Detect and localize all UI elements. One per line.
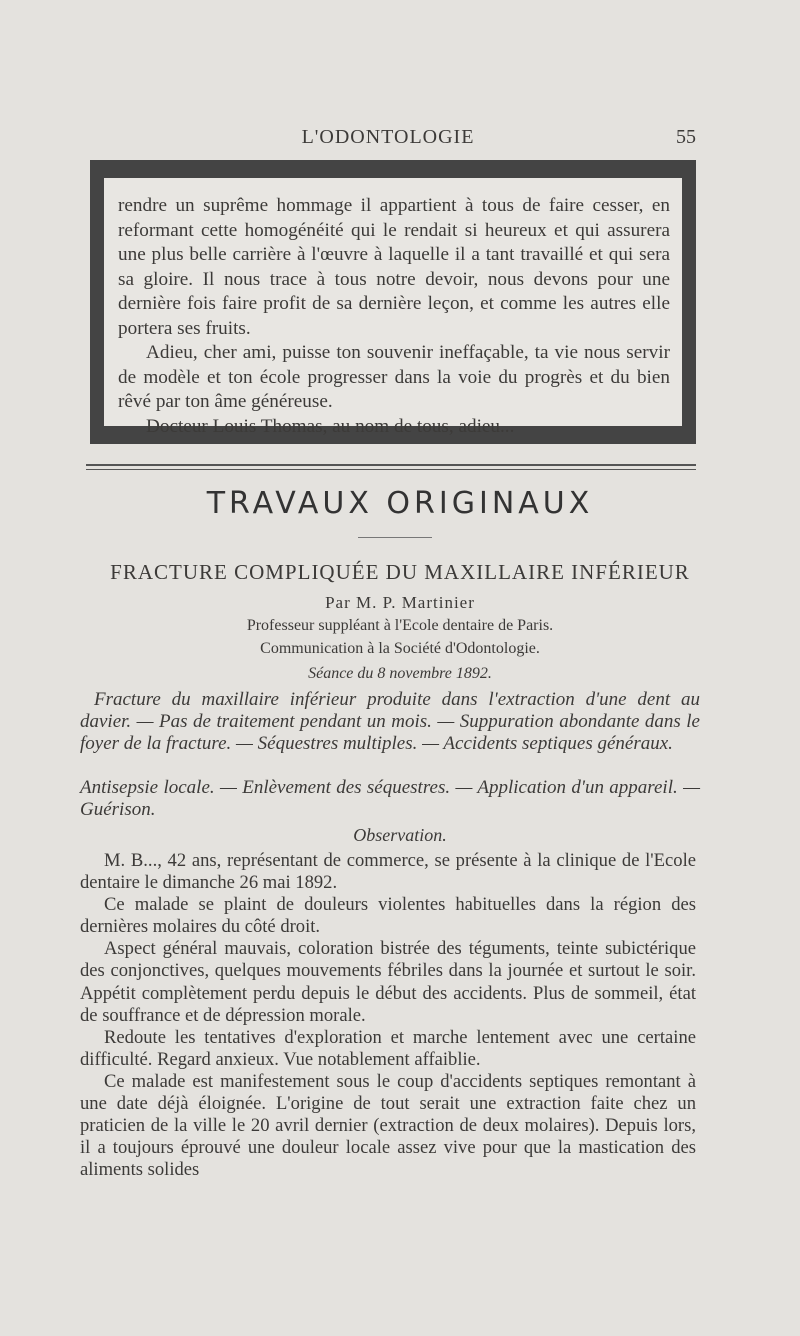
title-underline [358, 537, 432, 538]
eulogy-signature: Docteur Louis Thomas, au nom de tous, adieu... [146, 415, 515, 437]
body-paragraph: Ce malade est manifestement sous le coup d'accidents septiques remontant à une date déjà éloignée. L'origine de tout serait une extraction faite chez un praticien de la ville le 20 avril dernier (extraction de deux molaires). Depuis lors, il a toujours éprouvé une douleur locale assez vive pour que la mastication des aliments solides [80, 1070, 696, 1181]
body-paragraph: M. B..., 42 ans, représentant de commerce, se présente à la clinique de l'Ecole dentaire le dimanche 26 mai 1892. [80, 850, 696, 894]
body-paragraph: Aspect général mauvais, coloration bistrée des téguments, teinte subictérique des conjonctives, quelques mouvements fébriles dans la journée et surtout le soir. Appétit complètement perdu depuis le début des accidents. Plus de sommeil, état de souffrance et de dépression morale. [80, 938, 696, 1026]
article-title: FRACTURE COMPLIQUÉE DU MAXILLAIRE INFÉRIEUR [110, 560, 690, 584]
article-summary-treatment: Antisepsie locale. — Enlèvement des séquestres. — Application d'un appareil. — Guérison. [80, 777, 700, 820]
body-paragraph: Redoute les tentatives d'exploration et marche lentement avec une certaine difficulté. Regard anxieux. Vue notablement affaiblie. [80, 1026, 696, 1070]
author-affiliation: Professeur suppléant à l'Ecole dentaire de Paris. [246, 617, 554, 634]
article-summary: Fracture du maxillaire inférieur produite dans l'extraction d'une dent au davier. — Pas de traitement pendant un mois. — Suppuration abondante dans le foyer de la fracture. — Séquestres multiples. — Accidents septiques généraux. [80, 689, 700, 754]
eulogy-mourning-frame [90, 160, 696, 444]
section-rule-bottom [86, 469, 696, 470]
article-author: Par M. P. Martinier [325, 593, 475, 612]
communication-note: Communication à la Société d'Odontologie. [260, 640, 540, 657]
article-body [80, 850, 696, 1181]
page-number: 55 [676, 126, 696, 148]
running-head [80, 126, 696, 152]
observation-heading: Observation. [353, 825, 447, 845]
eulogy-farewell: Adieu, cher ami, puisse ton souvenir ineffaçable, ta vie nous servir de modèle et ton école progresser dans la voie du progrès et du bien rêvé par ton âme généreuse. [118, 342, 670, 412]
section-rule-top [86, 464, 696, 466]
eulogy-paragraph: rendre un suprême hommage il appartient à tous de faire cesser, en reformant cette homogénéité qui le rendait si heureux et qui assurera une plus belle carrière à l'œuvre à laquelle il a tant travaillé et qui sera sa gloire. Il nous trace à tous notre devoir, nous devons pour une dernière fois faire profit de sa dernière leçon, et comme les autres elle portera ses fruits. [118, 195, 670, 339]
eulogy-text [118, 194, 670, 439]
body-paragraph: Ce malade se plaint de douleurs violentes habituelles dans la région des dernières molaires du côté droit. [80, 894, 696, 938]
section-title: TRAVAUX ORIGINAUX [206, 486, 594, 521]
session-date: Séance du 8 novembre 1892. [308, 665, 492, 682]
journal-title: L'ODONTOLOGIE [301, 126, 475, 148]
